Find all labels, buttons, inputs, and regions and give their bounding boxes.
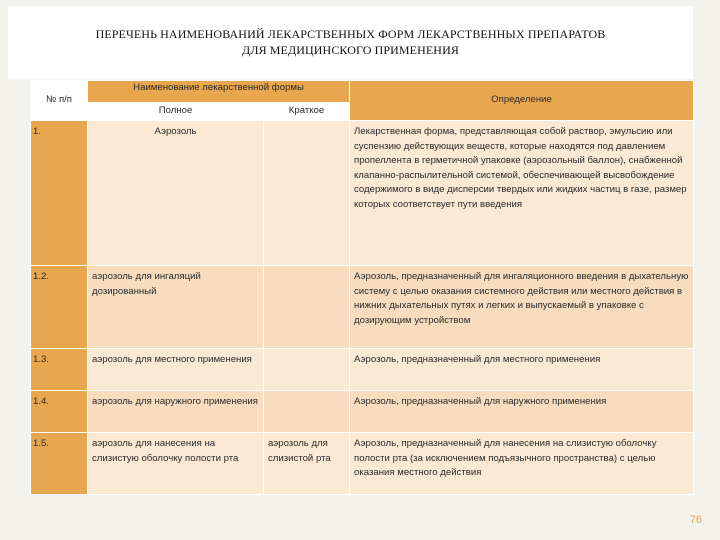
- table-row: [31, 349, 694, 391]
- row-full-name: аэрозоль для наружного применения: [88, 391, 264, 433]
- table-row: [31, 391, 694, 433]
- row-number: 1.: [31, 121, 88, 266]
- row-definition: Лекарственная форма, представляющая собой раствор, эмульсию или суспензию действующих веществ, которые находятся под давлением пропеллента в герметичной упаковке (аэрозольный баллон), снабженной клапанно-распылительной системой, обеспечивающей высвобождение содержимого в виде дисперсии твердых или жидких частиц в газе, размер которых соответствует пути введения: [350, 121, 694, 266]
- row-definition: Аэрозоль, предназначенный для нанесения на слизистую оболочку полости рта (за исключением подъязычного пространства) с целью оказания местного действия: [350, 433, 694, 495]
- row-full-name: аэрозоль для нанесения на слизистую оболочку полости рта: [88, 433, 264, 495]
- row-short-name: [264, 349, 350, 391]
- row-full-name: Аэрозоль: [88, 121, 264, 266]
- page-number: 76: [689, 514, 702, 526]
- dosage-forms-table: [30, 80, 694, 495]
- row-full-name: аэрозоль для местного применения: [88, 349, 264, 391]
- table-header-row-1: [31, 81, 694, 103]
- table-row: [31, 266, 694, 349]
- header-number: № п/п: [31, 81, 88, 121]
- row-number: 1.5.: [31, 433, 88, 495]
- slide-title-line-2: ДЛЯ МЕДИЦИНСКОГО ПРИМЕНЕНИЯ: [242, 43, 459, 57]
- header-short: Краткое: [264, 103, 350, 121]
- slide-title-line-1: ПЕРЕЧЕНЬ НАИМЕНОВАНИЙ ЛЕКАРСТВЕННЫХ ФОРМ ЛЕКАРСТВЕННЫХ ПРЕПАРАТОВ: [95, 27, 606, 41]
- row-short-name: [264, 266, 350, 349]
- header-name-group: Наименование лекарственной формы: [88, 81, 350, 103]
- row-short-name: [264, 391, 350, 433]
- row-short-name: аэрозоль для слизистой рта: [264, 433, 350, 495]
- row-short-name: [264, 121, 350, 266]
- row-number: 1.2.: [31, 266, 88, 349]
- row-definition: Аэрозоль, предназначенный для ингаляционного введения в дыхательную систему с целью оказания системного действия или местного действия в нижних дыхательных путях и легких и выпускаемый в упаковке с дозирующим устройством: [350, 266, 694, 349]
- header-full: Полное: [88, 103, 264, 121]
- title-box: [8, 6, 693, 79]
- row-definition: Аэрозоль, предназначенный для местного применения: [350, 349, 694, 391]
- row-number: 1.3.: [31, 349, 88, 391]
- row-full-name: аэрозоль для ингаляций дозированный: [88, 266, 264, 349]
- table-row: [31, 121, 694, 266]
- row-definition: Аэрозоль, предназначенный для наружного применения: [350, 391, 694, 433]
- table-row: [31, 433, 694, 495]
- row-number: 1.4.: [31, 391, 88, 433]
- slide-title: [8, 26, 693, 58]
- header-definition: Определение: [350, 81, 694, 121]
